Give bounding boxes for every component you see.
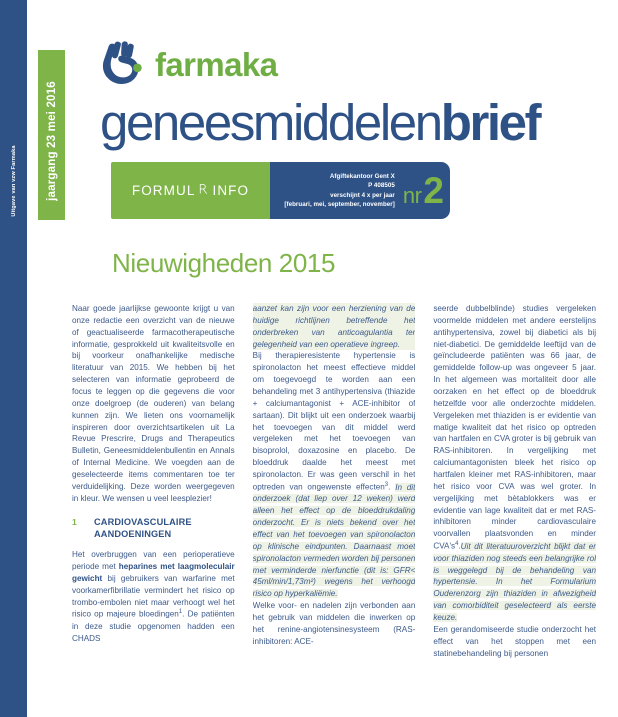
col1-p1-part-c: . De patiënten in deze studie opgenomen hadden een CHADS xyxy=(72,610,235,643)
col3-paragraph-2: Een gerandomiseerde studie onderzocht het effect van het stoppen met een statinebehandeling bij personen xyxy=(433,624,597,658)
formul-r-info-box xyxy=(111,162,270,219)
imprint-permit: P 408505 xyxy=(368,182,395,190)
col1-paragraph-1 xyxy=(72,549,235,645)
col2-editor-note-mid: In dit onderzoek (dat liep over 12 weken) werd alleen het effect op de bloeddrukdaling onderzocht. Er is niets bekend over het effect van het toevoegen van spironolacton op klinische eindpunten. Daarnaast moet spironolacton vermeden worden bij personen met verminderde nierfunctie (dit is: GFR< 45ml/min/1,73m²) wegens het verhoogd risico op hyperkaliëmie. xyxy=(252,482,416,599)
col3-p1-tail: . xyxy=(458,541,461,551)
imprint-lines xyxy=(284,172,394,210)
article-title: Nieuwigheden 2015 xyxy=(112,248,336,278)
formul-label-pre: FORMUL xyxy=(131,183,196,198)
intro-paragraph: Naar goede jaarlijkse gewoonte krijgt u van onze redactie een overzicht van de nieuwe of geactualiseerde farmacotherapeutische informatie, gesprokkeld uit kwaliteitsvolle en bij voorkeur onafhankelijke medische literatuur van 2015. We hebben bij het selecteren van informatie geprobeerd de focus te leggen op die gegevens die voor onze doelgroep (de ouderen) van belang kunnen zijn. We lieten ons voornamelijk inspireren door overzichtsartikelen uit La Revue Prescrire, Drugs and Therapeutics Bulletin, Geneesmiddelenbullentin en Annals of Internal Medicine. We voegden aan de geselecteerde items commentaren toe ter verduidelijking. Deze worden weergegeven in kleur. We wensen u veel leesplezier! xyxy=(72,304,235,503)
rx-icon xyxy=(199,183,208,198)
section-title: CARDIOVASCULAIRE AANDOENINGEN xyxy=(94,516,192,539)
col3-p1-text: seerde dubbelblinde) studies vergeleken voormelde middelen met andere eerstelijns antihypertensiva, zowel bij diabetici als bij niet-diabetici. De gemiddelde leeftijd van de geïncludeerde patiënten was 66 jaar, de gemiddelde follow-up was ongeveer 5 jaar. In het algemeen was mortaliteit door alle oorzaken en het effect op de bloeddruk hetzelfde voor alle onderzochte middelen. Vergeleken met thiaziden is er evidentie van matige kwaliteit dat het risico op optreden van hartfalen en CVA groter is bij gebruik van RAS-inhibitoren. In vergelijking met calciumantagonisten bleek het risico op hartfalen kleiner met RAS-inhibitoren, maar het risico voor CVA was wel groter. In vergelijking met bètablokkers was er evidentie van lage kwaliteit dat er met RAS-inhibitoren minder cardiovasculaire voorvallen plaatsvonden en minder CVA's xyxy=(433,304,597,551)
col1-p1-footnote-ref: 1 xyxy=(178,609,183,616)
col2-paragraph-2: Welke voor- en nadelen zijn verbonden aan het gebruik van middelen die inwerken op het renine-angiotensinesysteem (RAS-inhibitoren: ACE- xyxy=(252,601,416,646)
imprint-frequency: verschijnt 4 x per jaar xyxy=(330,191,395,199)
imprint-months: [februari, mei, september, november] xyxy=(284,200,395,208)
formul-label-post: INFO xyxy=(212,183,250,198)
issue-number-prefix: nr xyxy=(402,183,422,208)
issue-number-value: 2 xyxy=(423,170,444,211)
formul-r-info-label xyxy=(132,183,249,198)
col2-editor-note-top: aanzet kan zijn voor een herziening van de huidige richtlijnen betreffende het onderbreken van anticoagulantia ter gelegenheid van een operatieve ingreep. xyxy=(252,304,416,349)
col3-paragraph-1 xyxy=(433,303,596,624)
volume-rail xyxy=(38,50,65,220)
brand-logo xyxy=(100,38,600,90)
col1-p1-part-b: bij gebruikers van warfarine met voorkamerfibrillatie vermindert het risico op trombo-embolen niet maar verhoogt wel het risico op majeure bloedingen xyxy=(72,573,235,620)
col1-p1-part-a: Het overbruggen van een perioperatieve periode met xyxy=(72,550,235,571)
imprint-box xyxy=(270,162,450,219)
col3-p1-footnote-ref: 4 xyxy=(455,541,459,548)
brand-wordmark: farmaka xyxy=(155,45,278,83)
issue-number-block xyxy=(403,172,444,209)
publication-title xyxy=(100,94,600,151)
issue-banner xyxy=(111,162,450,219)
col2-p1-tail: . xyxy=(388,482,396,492)
column-1 xyxy=(72,303,235,717)
column-3 xyxy=(433,303,596,717)
masthead xyxy=(100,38,600,151)
publication-title-light: geneesmiddelen xyxy=(100,94,441,151)
farmaka-hand-icon xyxy=(100,41,148,87)
publisher-rail xyxy=(0,0,27,717)
column-2 xyxy=(253,303,416,717)
col2-paragraph-1 xyxy=(253,350,416,600)
volume-date-label: jaargang 23 mei 2016 xyxy=(45,81,58,201)
imprint-office: Afgiftekantoor Gent X xyxy=(329,172,395,180)
publication-title-heavy: brief xyxy=(440,94,540,151)
col1-p1-bold: heparines met laagmoleculair gewicht xyxy=(72,561,235,583)
col2-p1-text: Bij therapieresistente hypertensie is spironolacton het meest effectieve middel om toegevoegd te worden aan een behandeling met 3 antihypertensiva (thiazide + calciumantagonist + ACE-inhibitor of sartaan). Dit blijkt uit een onderzoek waarbij het toevoegen van dit middel werd vergeleken met het toevoegen van bisoprolol, doxazosine en placebo. De bloeddruk daalde het meest met spironolacton. Er was geen verschil in het optreden van ongewenste effecten xyxy=(252,351,416,492)
col2-p1-footnote-ref: 3 xyxy=(384,481,389,488)
article-body xyxy=(72,303,596,717)
section-heading xyxy=(72,516,235,540)
col3-editor-note: Uit dit literatuuroverzicht blijkt dat er voor thiaziden nog steeds een belangrijke rol is weggelegd bij de behandeling van hypertensie. In het Formularium Ouderenzorg zijn thiaziden in afwezigheid van comorbiditeit geselecteerd als eerste keuze. xyxy=(433,541,597,623)
section-number: 1 xyxy=(72,516,77,527)
publisher-label: Uitgave van vzw Farmaka xyxy=(10,145,17,217)
